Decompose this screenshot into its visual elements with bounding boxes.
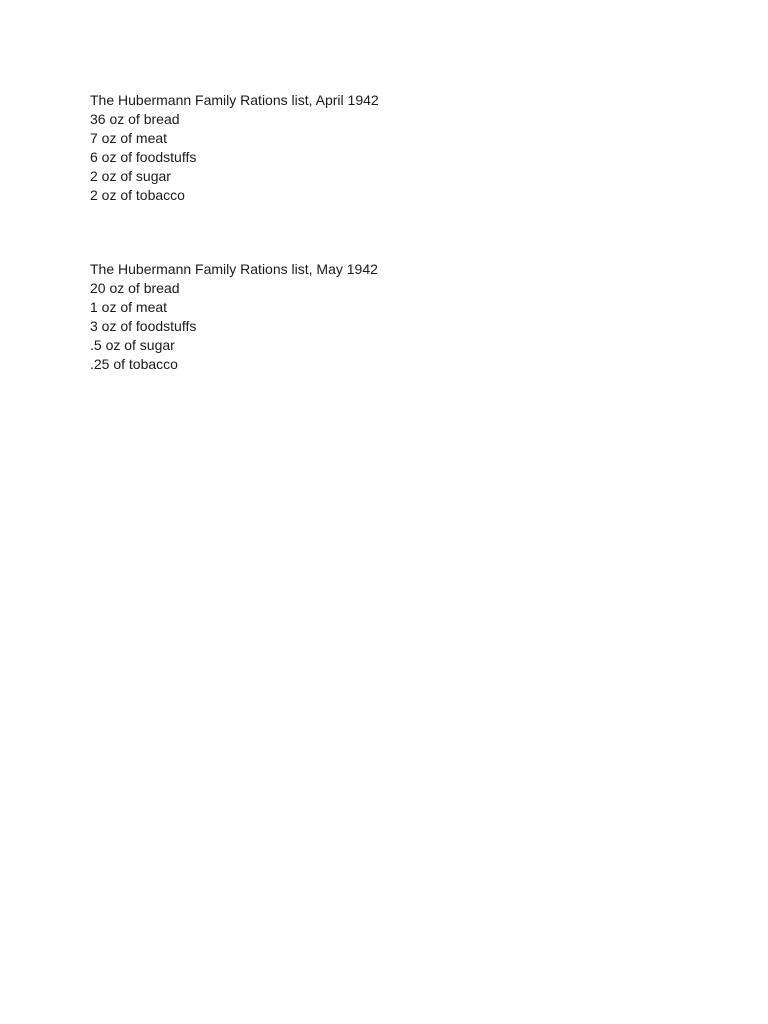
list-item: 36 oz of bread [90,110,180,127]
list-item: 2 oz of tobacco [90,186,185,203]
list-item: 7 oz of meat [90,129,168,146]
list-item: 1 oz of meat [90,298,168,315]
rations-list-april-1942 [90,91,379,204]
list-title: The Hubermann Family Rations list, May 1942 [90,261,378,277]
list-item: .25 of tobacco [90,355,178,372]
list-item: 6 oz of foodstuffs [90,148,197,165]
rations-list-may-1942 [90,260,378,373]
list-item: 2 oz of sugar [90,167,171,184]
list-item: 3 oz of foodstuffs [90,317,197,334]
list-item: 20 oz of bread [90,279,180,296]
list-item: .5 oz of sugar [90,336,175,353]
list-title: The Hubermann Family Rations list, April 1942 [90,92,379,108]
